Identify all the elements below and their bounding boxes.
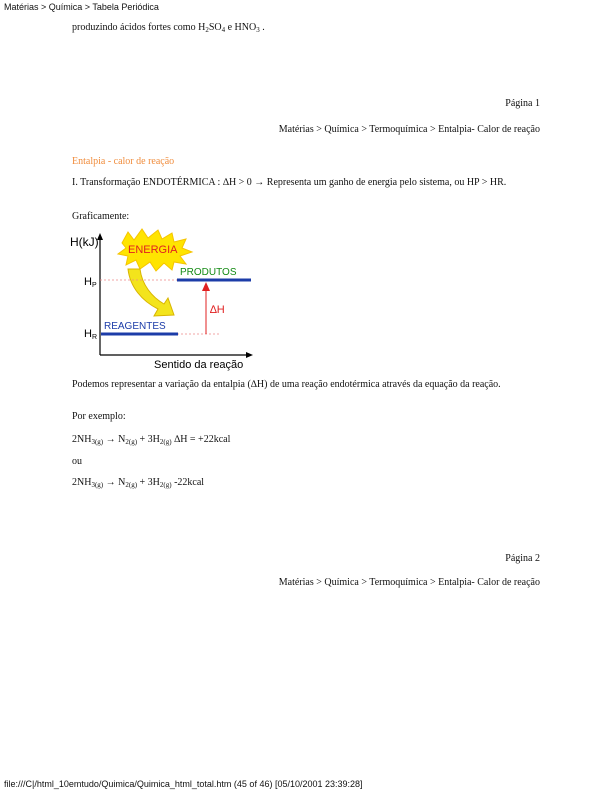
header-breadcrumb: Matérias > Química > Tabela Periódica (4, 2, 159, 12)
x-axis-arrowhead (246, 352, 253, 358)
reagents-label: REAGENTES (104, 321, 166, 332)
subscript: 2(g) (125, 438, 138, 446)
continued-text (72, 21, 265, 34)
footer-file-path: file:///C|/html_10emtudo/Quimica/Quimica_html_total.htm (45 of 46) [05/10/2001 23:39:28] (4, 779, 363, 789)
subscript: 2(g) (159, 481, 172, 489)
enthalpy-diagram (70, 227, 260, 372)
page-2-breadcrumb: Matérias > Química > Termoquímica > Entalpia- Calor de reação (278, 577, 540, 588)
subscript: 2(g) (159, 438, 172, 446)
x-axis-label: Sentido da reação (154, 359, 244, 371)
energy-input-arrow (128, 269, 174, 316)
paragraph-endothermic: I. Transformação ENDOTÉRMICA : ∆H > 0 → Representa um ganho de energia pelo sistema, ou HP > HR. (72, 177, 507, 188)
products-label: PRODUTOS (180, 267, 237, 278)
text-fragment: + 3H (137, 477, 160, 488)
page-2-label: Página 2 (505, 553, 540, 564)
page-1-label: Página 1 (505, 98, 540, 109)
text-fragment: ∆H = +22kcal (171, 434, 231, 445)
por-exemplo-label: Por exemplo: (72, 411, 126, 422)
paragraph-representation: Podemos representar a variação da entalpia (∆H) de uma reação endotérmica através da equação da reação. (72, 379, 501, 390)
text-fragment: SO (208, 22, 222, 33)
subscript: 2(g) (125, 481, 138, 489)
text-fragment: → N (103, 477, 126, 488)
text-fragment: produzindo ácidos fortes como H (72, 22, 206, 33)
text-fragment: 2NH (72, 434, 92, 445)
graficamente-label: Graficamente: (72, 211, 130, 222)
subscript: 3(g) (91, 438, 104, 446)
text-fragment: 2NH (72, 477, 92, 488)
text-fragment: -22kcal (171, 477, 205, 488)
y-axis-label: H(kJ) (70, 235, 99, 249)
text-fragment: . (259, 22, 265, 33)
subscript: 3(g) (91, 481, 104, 489)
subscript: 3 (256, 26, 260, 34)
hr-label: HR (84, 328, 98, 341)
text-fragment: → N (103, 434, 126, 445)
subscript: 2 (205, 26, 209, 34)
delta-h-arrowhead (202, 282, 210, 291)
section-heading: Entalpia - calor de reação (72, 156, 175, 167)
energy-label: ENERGIA (128, 244, 178, 256)
text-fragment: e HNO (225, 22, 257, 33)
equation-1 (72, 433, 230, 446)
ou-label: ou (72, 456, 82, 467)
text-fragment: + 3H (137, 434, 160, 445)
subscript: 4 (221, 26, 226, 34)
hp-label: HP (84, 276, 97, 289)
equation-2 (72, 476, 204, 489)
delta-h-label: ∆H (210, 304, 225, 316)
page-1-breadcrumb: Matérias > Química > Termoquímica > Entalpia- Calor de reação (278, 124, 540, 135)
